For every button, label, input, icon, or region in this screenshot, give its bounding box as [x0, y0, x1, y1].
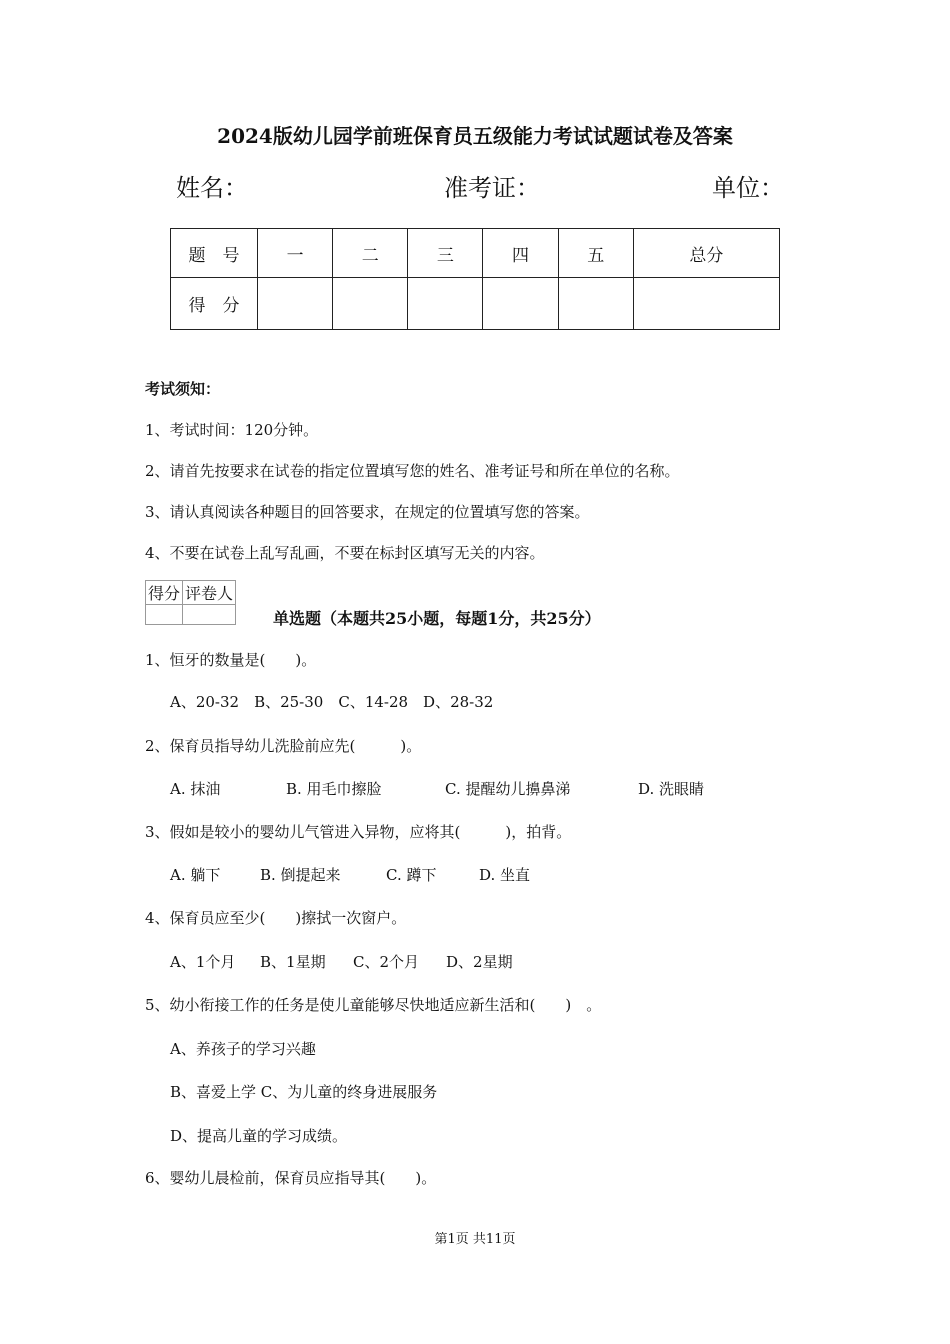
- score-table-header-cell: 总分: [633, 229, 779, 278]
- option-c: C、2个月: [353, 953, 420, 971]
- name-field-label: 姓名：: [176, 174, 248, 202]
- question-text: 5、幼小衔接工作的任务是使儿童能够尽快地适应新生活和( ) 。: [145, 996, 602, 1014]
- notice-item: 4、不要在试卷上乱写乱画，不要在标封区填写无关的内容。: [145, 544, 545, 562]
- grader-box: [145, 580, 236, 625]
- question-text: 6、婴幼儿晨检前，保育员应指导其( )。: [145, 1169, 437, 1187]
- option-line: D、提高儿童的学习成绩。: [170, 1127, 348, 1145]
- option-a: A、1个月: [170, 953, 236, 971]
- grader-name-cell[interactable]: [183, 605, 236, 625]
- option-d: D. 坐直: [479, 866, 531, 884]
- score-table-header-cell: 二: [333, 229, 408, 278]
- option-a: A. 躺下: [170, 866, 221, 884]
- grader-score-label: 得分: [146, 581, 183, 605]
- score-table: [170, 228, 780, 330]
- score-table-header-cell: 五: [558, 229, 633, 278]
- question-text: 3、假如是较小的婴幼儿气管进入异物，应将其( )，拍背。: [145, 823, 572, 841]
- score-cell[interactable]: [558, 278, 633, 330]
- section-title: 单选题（本题共25小题，每题1分，共25分）: [273, 609, 601, 628]
- notice-heading: 考试须知：: [145, 380, 221, 398]
- score-cell[interactable]: [633, 278, 779, 330]
- option-b: B. 用毛巾擦脸: [286, 780, 382, 798]
- option-b: B、1星期: [260, 953, 326, 971]
- grader-name-label: 评卷人: [183, 581, 236, 605]
- page-footer: 第1页 共11页: [434, 1232, 516, 1247]
- option-line: A、养孩子的学习兴趣: [170, 1040, 316, 1058]
- notice-item: 3、请认真阅读各种题目的回答要求，在规定的位置填写您的答案。: [145, 503, 590, 521]
- page-title: 2024版幼儿园学前班保育员五级能力考试试题试卷及答案: [217, 124, 733, 148]
- score-table-header-cell: 四: [483, 229, 558, 278]
- option-c: C. 提醒幼儿擤鼻涕: [445, 780, 571, 798]
- question-text: 4、保育员应至少( )擦拭一次窗户。: [145, 909, 407, 927]
- score-table-score-row: [171, 278, 780, 330]
- score-table-header-row: [171, 229, 780, 278]
- option-d: D. 洗眼睛: [638, 780, 705, 798]
- option-d: D、2星期: [446, 953, 513, 971]
- score-table-header-cell: 一: [258, 229, 333, 278]
- score-cell[interactable]: [408, 278, 483, 330]
- score-table-header-cell: 三: [408, 229, 483, 278]
- option-c: C. 蹲下: [386, 866, 437, 884]
- notice-item: 2、请首先按要求在试卷的指定位置填写您的姓名、准考证号和所在单位的名称。: [145, 462, 680, 480]
- notice-item: 1、考试时间：120分钟。: [145, 421, 319, 439]
- option-b: B. 倒提起来: [260, 866, 341, 884]
- question-text: 1、恒牙的数量是( )。: [145, 651, 317, 669]
- score-cell[interactable]: [483, 278, 558, 330]
- question-text: 2、保育员指导幼儿洗脸前应先( )。: [145, 737, 422, 755]
- score-table-header-cell: 题 号: [171, 229, 258, 278]
- score-row-label: 得 分: [171, 278, 258, 330]
- question-options: A、20-32 B、25-30 C、14-28 D、28-32: [170, 693, 494, 711]
- exam-id-field-label: 准考证：: [444, 174, 540, 202]
- grader-score-cell[interactable]: [146, 605, 183, 625]
- score-cell[interactable]: [258, 278, 333, 330]
- score-cell[interactable]: [333, 278, 408, 330]
- unit-field-label: 单位：: [712, 174, 784, 202]
- option-a: A. 抹油: [170, 780, 221, 798]
- option-line: B、喜爱上学 C、为儿童的终身进展服务: [170, 1083, 438, 1101]
